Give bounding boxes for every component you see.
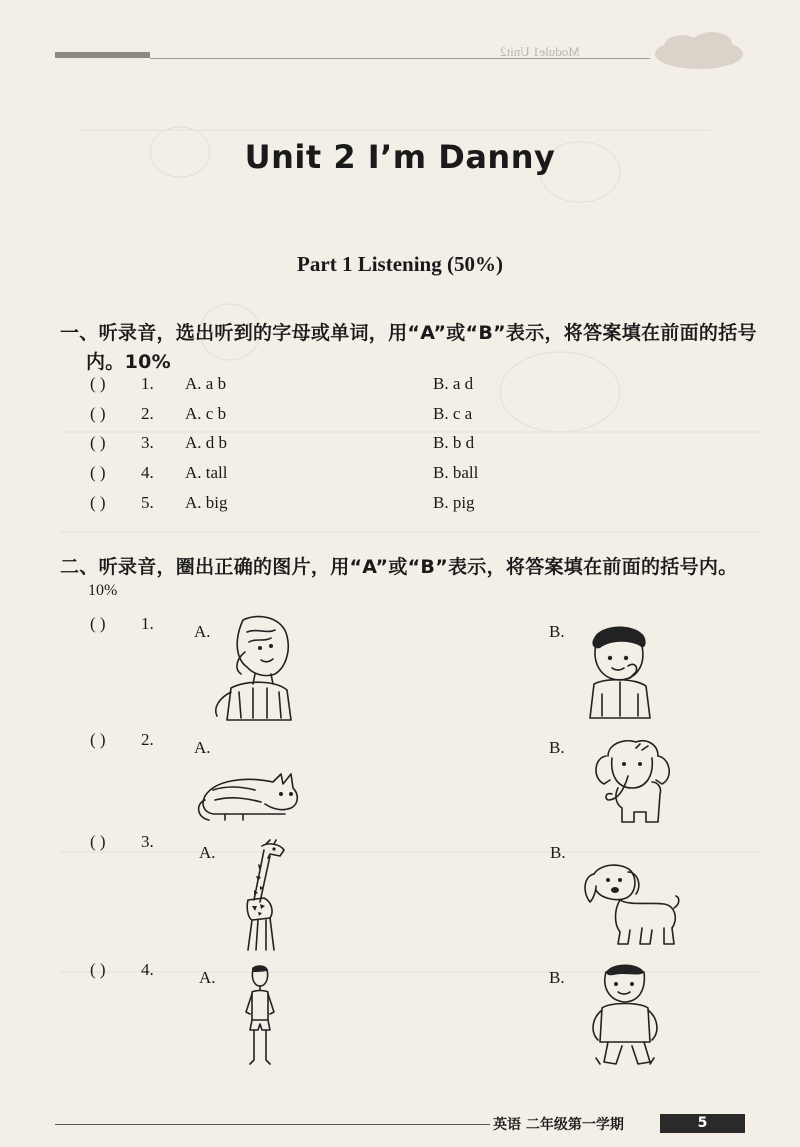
option-a-label: A. (194, 738, 211, 757)
section1-instruction: 一、听录音，选出听到的字母或单词，用“A”或“B”表示，将答案填在前面的括号 (60, 322, 757, 344)
footer-subject: 英语 二年级第一学期 (493, 1117, 624, 1133)
fat-boy-picture[interactable] (582, 962, 668, 1072)
question-number: 3. (141, 832, 154, 851)
option-b: B. ball (433, 463, 479, 482)
answer-paren[interactable]: ( ) (90, 832, 106, 851)
question-number: 4. (141, 463, 154, 482)
option-a: A. a b (185, 374, 227, 393)
running-title: Module1 Unit2 (500, 44, 580, 59)
header-bar (55, 52, 150, 58)
question-number: 1. (141, 374, 154, 393)
cat-picture[interactable] (195, 760, 307, 822)
answer-paren[interactable]: ( ) (90, 730, 106, 749)
question-number: 3. (141, 433, 154, 452)
option-a-label: A. (199, 843, 216, 862)
option-b: B. c a (433, 404, 473, 423)
boy-picture[interactable] (580, 622, 660, 722)
page-title: Unit 2 I’m Danny (244, 138, 556, 176)
answer-paren[interactable]: ( ) (90, 463, 106, 482)
option-b-label: B. (549, 622, 565, 641)
option-a: A. c b (185, 404, 227, 423)
dog-picture[interactable] (580, 858, 682, 950)
footer-rule (55, 1124, 490, 1125)
header-cloud-icon (652, 30, 747, 72)
option-b: B. a d (433, 374, 474, 393)
option-a: A. big (185, 493, 228, 512)
answer-paren[interactable]: ( ) (90, 374, 106, 393)
option-b: B. b d (433, 433, 475, 452)
answer-paren[interactable]: ( ) (90, 433, 106, 452)
option-b-label: B. (549, 968, 565, 987)
girl-picture[interactable] (205, 612, 305, 722)
answer-paren[interactable]: ( ) (90, 614, 106, 633)
option-b-label: B. (549, 738, 565, 757)
section2-percent: 10% (88, 582, 118, 599)
page-number: 5 (697, 1115, 708, 1131)
answer-paren[interactable]: ( ) (90, 493, 106, 512)
option-b: B. pig (433, 493, 475, 512)
option-a: A. d b (185, 433, 228, 452)
option-a: A. tall (185, 463, 228, 482)
question-number: 5. (141, 493, 154, 512)
option-a-label: A. (194, 622, 211, 641)
section1-instruction-line2: 内。10% (86, 351, 171, 373)
option-a-label: A. (199, 968, 216, 987)
giraffe-picture[interactable] (230, 838, 292, 956)
part-heading: Part 1 Listening (50%) (297, 252, 503, 276)
elephant-picture[interactable] (588, 734, 678, 826)
option-b-label: B. (550, 843, 566, 862)
question-number: 2. (141, 404, 154, 423)
thin-boy-picture[interactable] (242, 964, 278, 1068)
question-number: 4. (141, 960, 154, 979)
answer-paren[interactable]: ( ) (90, 404, 106, 423)
question-number: 2. (141, 730, 154, 749)
answer-paren[interactable]: ( ) (90, 960, 106, 979)
section2-instruction: 二、听录音，圈出正确的图片，用“A”或“B”表示，将答案填在前面的括号内。 (60, 556, 738, 578)
question-number: 1. (141, 614, 154, 633)
